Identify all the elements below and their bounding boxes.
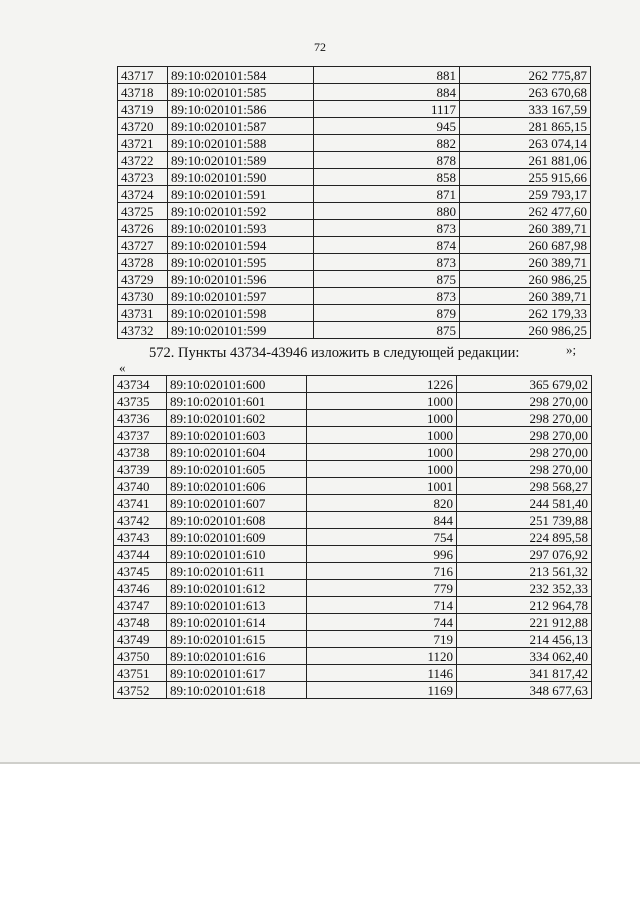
cadastral-number-cell: 89:10:020101:596 bbox=[168, 271, 314, 288]
cadastral-number-cell: 89:10:020101:618 bbox=[167, 682, 307, 699]
item-number-cell: 43735 bbox=[114, 393, 167, 410]
table-row bbox=[114, 461, 592, 478]
value-cell: 298 270,00 bbox=[457, 427, 592, 444]
table-row bbox=[114, 580, 592, 597]
area-cell: 820 bbox=[307, 495, 457, 512]
item-number-cell: 43728 bbox=[118, 254, 168, 271]
value-cell: 232 352,33 bbox=[457, 580, 592, 597]
item-number-cell: 43722 bbox=[118, 152, 168, 169]
area-cell: 996 bbox=[307, 546, 457, 563]
table-row bbox=[114, 648, 592, 665]
section-heading: 572. Пункты 43734-43946 изложить в следующей редакции: bbox=[149, 345, 520, 361]
cadastral-number-cell: 89:10:020101:586 bbox=[168, 101, 314, 118]
cadastral-number-cell: 89:10:020101:594 bbox=[168, 237, 314, 254]
item-number-cell: 43734 bbox=[114, 376, 167, 393]
item-number-cell: 43730 bbox=[118, 288, 168, 305]
opening-quote: « bbox=[119, 360, 126, 375]
item-number-cell: 43751 bbox=[114, 665, 167, 682]
value-cell: 259 793,17 bbox=[460, 186, 591, 203]
value-cell: 261 881,06 bbox=[460, 152, 591, 169]
value-cell: 298 270,00 bbox=[457, 410, 592, 427]
item-number-cell: 43737 bbox=[114, 427, 167, 444]
value-cell: 262 775,87 bbox=[460, 67, 591, 84]
value-cell: 334 062,40 bbox=[457, 648, 592, 665]
value-cell: 260 389,71 bbox=[460, 288, 591, 305]
table-row bbox=[118, 101, 591, 118]
item-number-cell: 43732 bbox=[118, 322, 168, 339]
table-row bbox=[118, 254, 591, 271]
area-cell: 754 bbox=[307, 529, 457, 546]
item-number-cell: 43743 bbox=[114, 529, 167, 546]
cadastral-number-cell: 89:10:020101:601 bbox=[167, 393, 307, 410]
cadastral-number-cell: 89:10:020101:616 bbox=[167, 648, 307, 665]
item-number-cell: 43740 bbox=[114, 478, 167, 495]
item-number-cell: 43738 bbox=[114, 444, 167, 461]
cadastral-number-cell: 89:10:020101:597 bbox=[168, 288, 314, 305]
table-row bbox=[118, 135, 591, 152]
value-cell: 212 964,78 bbox=[457, 597, 592, 614]
area-cell: 1001 bbox=[307, 478, 457, 495]
table-row bbox=[114, 529, 592, 546]
cadastral-number-cell: 89:10:020101:592 bbox=[168, 203, 314, 220]
cadastral-number-cell: 89:10:020101:612 bbox=[167, 580, 307, 597]
area-cell: 881 bbox=[314, 67, 460, 84]
value-cell: 341 817,42 bbox=[457, 665, 592, 682]
value-cell: 298 270,00 bbox=[457, 444, 592, 461]
cadastral-number-cell: 89:10:020101:604 bbox=[167, 444, 307, 461]
value-cell: 255 915,66 bbox=[460, 169, 591, 186]
item-number-cell: 43731 bbox=[118, 305, 168, 322]
table-row bbox=[118, 271, 591, 288]
value-cell: 263 670,68 bbox=[460, 84, 591, 101]
cadastral-number-cell: 89:10:020101:605 bbox=[167, 461, 307, 478]
table-row bbox=[118, 67, 591, 84]
table-row bbox=[114, 665, 592, 682]
value-cell: 263 074,14 bbox=[460, 135, 591, 152]
item-number-cell: 43752 bbox=[114, 682, 167, 699]
parcel-table-2 bbox=[113, 375, 592, 699]
cadastral-number-cell: 89:10:020101:610 bbox=[167, 546, 307, 563]
area-cell: 1120 bbox=[307, 648, 457, 665]
area-cell: 945 bbox=[314, 118, 460, 135]
table-row bbox=[114, 614, 592, 631]
area-cell: 873 bbox=[314, 254, 460, 271]
item-number-cell: 43726 bbox=[118, 220, 168, 237]
table-row bbox=[114, 410, 592, 427]
cadastral-number-cell: 89:10:020101:611 bbox=[167, 563, 307, 580]
item-number-cell: 43717 bbox=[118, 67, 168, 84]
value-cell: 262 477,60 bbox=[460, 203, 591, 220]
table-row bbox=[114, 495, 592, 512]
area-cell: 1000 bbox=[307, 410, 457, 427]
item-number-cell: 43720 bbox=[118, 118, 168, 135]
item-number-cell: 43727 bbox=[118, 237, 168, 254]
table-row bbox=[118, 220, 591, 237]
area-cell: 858 bbox=[314, 169, 460, 186]
cadastral-number-cell: 89:10:020101:587 bbox=[168, 118, 314, 135]
area-cell: 1000 bbox=[307, 461, 457, 478]
value-cell: 244 581,40 bbox=[457, 495, 592, 512]
table-row bbox=[114, 478, 592, 495]
value-cell: 298 568,27 bbox=[457, 478, 592, 495]
table-row bbox=[114, 563, 592, 580]
value-cell: 281 865,15 bbox=[460, 118, 591, 135]
item-number-cell: 43742 bbox=[114, 512, 167, 529]
table-row bbox=[114, 427, 592, 444]
area-cell: 873 bbox=[314, 220, 460, 237]
table-row bbox=[118, 84, 591, 101]
cadastral-number-cell: 89:10:020101:593 bbox=[168, 220, 314, 237]
cadastral-number-cell: 89:10:020101:615 bbox=[167, 631, 307, 648]
item-number-cell: 43744 bbox=[114, 546, 167, 563]
table-row bbox=[114, 597, 592, 614]
cadastral-number-cell: 89:10:020101:614 bbox=[167, 614, 307, 631]
area-cell: 878 bbox=[314, 152, 460, 169]
table-row bbox=[118, 322, 591, 339]
value-cell: 213 561,32 bbox=[457, 563, 592, 580]
value-cell: 348 677,63 bbox=[457, 682, 592, 699]
cadastral-number-cell: 89:10:020101:599 bbox=[168, 322, 314, 339]
area-cell: 744 bbox=[307, 614, 457, 631]
area-cell: 879 bbox=[314, 305, 460, 322]
cadastral-number-cell: 89:10:020101:584 bbox=[168, 67, 314, 84]
parcel-table-1 bbox=[117, 66, 591, 339]
area-cell: 1000 bbox=[307, 393, 457, 410]
cadastral-number-cell: 89:10:020101:609 bbox=[167, 529, 307, 546]
table-row bbox=[118, 288, 591, 305]
cadastral-number-cell: 89:10:020101:617 bbox=[167, 665, 307, 682]
value-cell: 297 076,92 bbox=[457, 546, 592, 563]
scan-edge bbox=[0, 762, 640, 764]
area-cell: 880 bbox=[314, 203, 460, 220]
cadastral-number-cell: 89:10:020101:607 bbox=[167, 495, 307, 512]
cadastral-number-cell: 89:10:020101:588 bbox=[168, 135, 314, 152]
area-cell: 1117 bbox=[314, 101, 460, 118]
cadastral-number-cell: 89:10:020101:613 bbox=[167, 597, 307, 614]
value-cell: 224 895,58 bbox=[457, 529, 592, 546]
cadastral-number-cell: 89:10:020101:591 bbox=[168, 186, 314, 203]
area-cell: 875 bbox=[314, 271, 460, 288]
area-cell: 875 bbox=[314, 322, 460, 339]
item-number-cell: 43718 bbox=[118, 84, 168, 101]
area-cell: 884 bbox=[314, 84, 460, 101]
cadastral-number-cell: 89:10:020101:603 bbox=[167, 427, 307, 444]
cadastral-number-cell: 89:10:020101:608 bbox=[167, 512, 307, 529]
area-cell: 779 bbox=[307, 580, 457, 597]
table-row bbox=[114, 393, 592, 410]
cadastral-number-cell: 89:10:020101:585 bbox=[168, 84, 314, 101]
item-number-cell: 43723 bbox=[118, 169, 168, 186]
item-number-cell: 43741 bbox=[114, 495, 167, 512]
value-cell: 365 679,02 bbox=[457, 376, 592, 393]
area-cell: 1000 bbox=[307, 444, 457, 461]
cadastral-number-cell: 89:10:020101:589 bbox=[168, 152, 314, 169]
item-number-cell: 43747 bbox=[114, 597, 167, 614]
item-number-cell: 43724 bbox=[118, 186, 168, 203]
area-cell: 844 bbox=[307, 512, 457, 529]
table-row bbox=[118, 237, 591, 254]
value-cell: 260 986,25 bbox=[460, 322, 591, 339]
item-number-cell: 43746 bbox=[114, 580, 167, 597]
item-number-cell: 43750 bbox=[114, 648, 167, 665]
area-cell: 874 bbox=[314, 237, 460, 254]
value-cell: 251 739,88 bbox=[457, 512, 592, 529]
table-row bbox=[114, 376, 592, 393]
table-row bbox=[118, 152, 591, 169]
value-cell: 298 270,00 bbox=[457, 393, 592, 410]
cadastral-number-cell: 89:10:020101:606 bbox=[167, 478, 307, 495]
value-cell: 214 456,13 bbox=[457, 631, 592, 648]
item-number-cell: 43748 bbox=[114, 614, 167, 631]
table-row bbox=[114, 512, 592, 529]
cadastral-number-cell: 89:10:020101:598 bbox=[168, 305, 314, 322]
cadastral-number-cell: 89:10:020101:590 bbox=[168, 169, 314, 186]
closing-quote: »; bbox=[566, 342, 577, 357]
item-number-cell: 43721 bbox=[118, 135, 168, 152]
value-cell: 262 179,33 bbox=[460, 305, 591, 322]
item-number-cell: 43739 bbox=[114, 461, 167, 478]
area-cell: 1146 bbox=[307, 665, 457, 682]
value-cell: 333 167,59 bbox=[460, 101, 591, 118]
item-number-cell: 43745 bbox=[114, 563, 167, 580]
value-cell: 260 389,71 bbox=[460, 254, 591, 271]
table-row bbox=[118, 118, 591, 135]
value-cell: 260 389,71 bbox=[460, 220, 591, 237]
value-cell: 260 986,25 bbox=[460, 271, 591, 288]
cadastral-number-cell: 89:10:020101:602 bbox=[167, 410, 307, 427]
table-row bbox=[118, 186, 591, 203]
table-row bbox=[118, 305, 591, 322]
area-cell: 1000 bbox=[307, 427, 457, 444]
table-row bbox=[118, 203, 591, 220]
table-row bbox=[114, 546, 592, 563]
area-cell: 871 bbox=[314, 186, 460, 203]
item-number-cell: 43749 bbox=[114, 631, 167, 648]
item-number-cell: 43719 bbox=[118, 101, 168, 118]
item-number-cell: 43725 bbox=[118, 203, 168, 220]
area-cell: 873 bbox=[314, 288, 460, 305]
area-cell: 714 bbox=[307, 597, 457, 614]
area-cell: 1169 bbox=[307, 682, 457, 699]
item-number-cell: 43736 bbox=[114, 410, 167, 427]
table-row bbox=[118, 169, 591, 186]
table-row bbox=[114, 444, 592, 461]
value-cell: 260 687,98 bbox=[460, 237, 591, 254]
area-cell: 1226 bbox=[307, 376, 457, 393]
value-cell: 298 270,00 bbox=[457, 461, 592, 478]
area-cell: 882 bbox=[314, 135, 460, 152]
cadastral-number-cell: 89:10:020101:595 bbox=[168, 254, 314, 271]
table-row bbox=[114, 631, 592, 648]
cadastral-number-cell: 89:10:020101:600 bbox=[167, 376, 307, 393]
page-number: 72 bbox=[314, 40, 326, 54]
area-cell: 719 bbox=[307, 631, 457, 648]
item-number-cell: 43729 bbox=[118, 271, 168, 288]
table-row bbox=[114, 682, 592, 699]
value-cell: 221 912,88 bbox=[457, 614, 592, 631]
area-cell: 716 bbox=[307, 563, 457, 580]
